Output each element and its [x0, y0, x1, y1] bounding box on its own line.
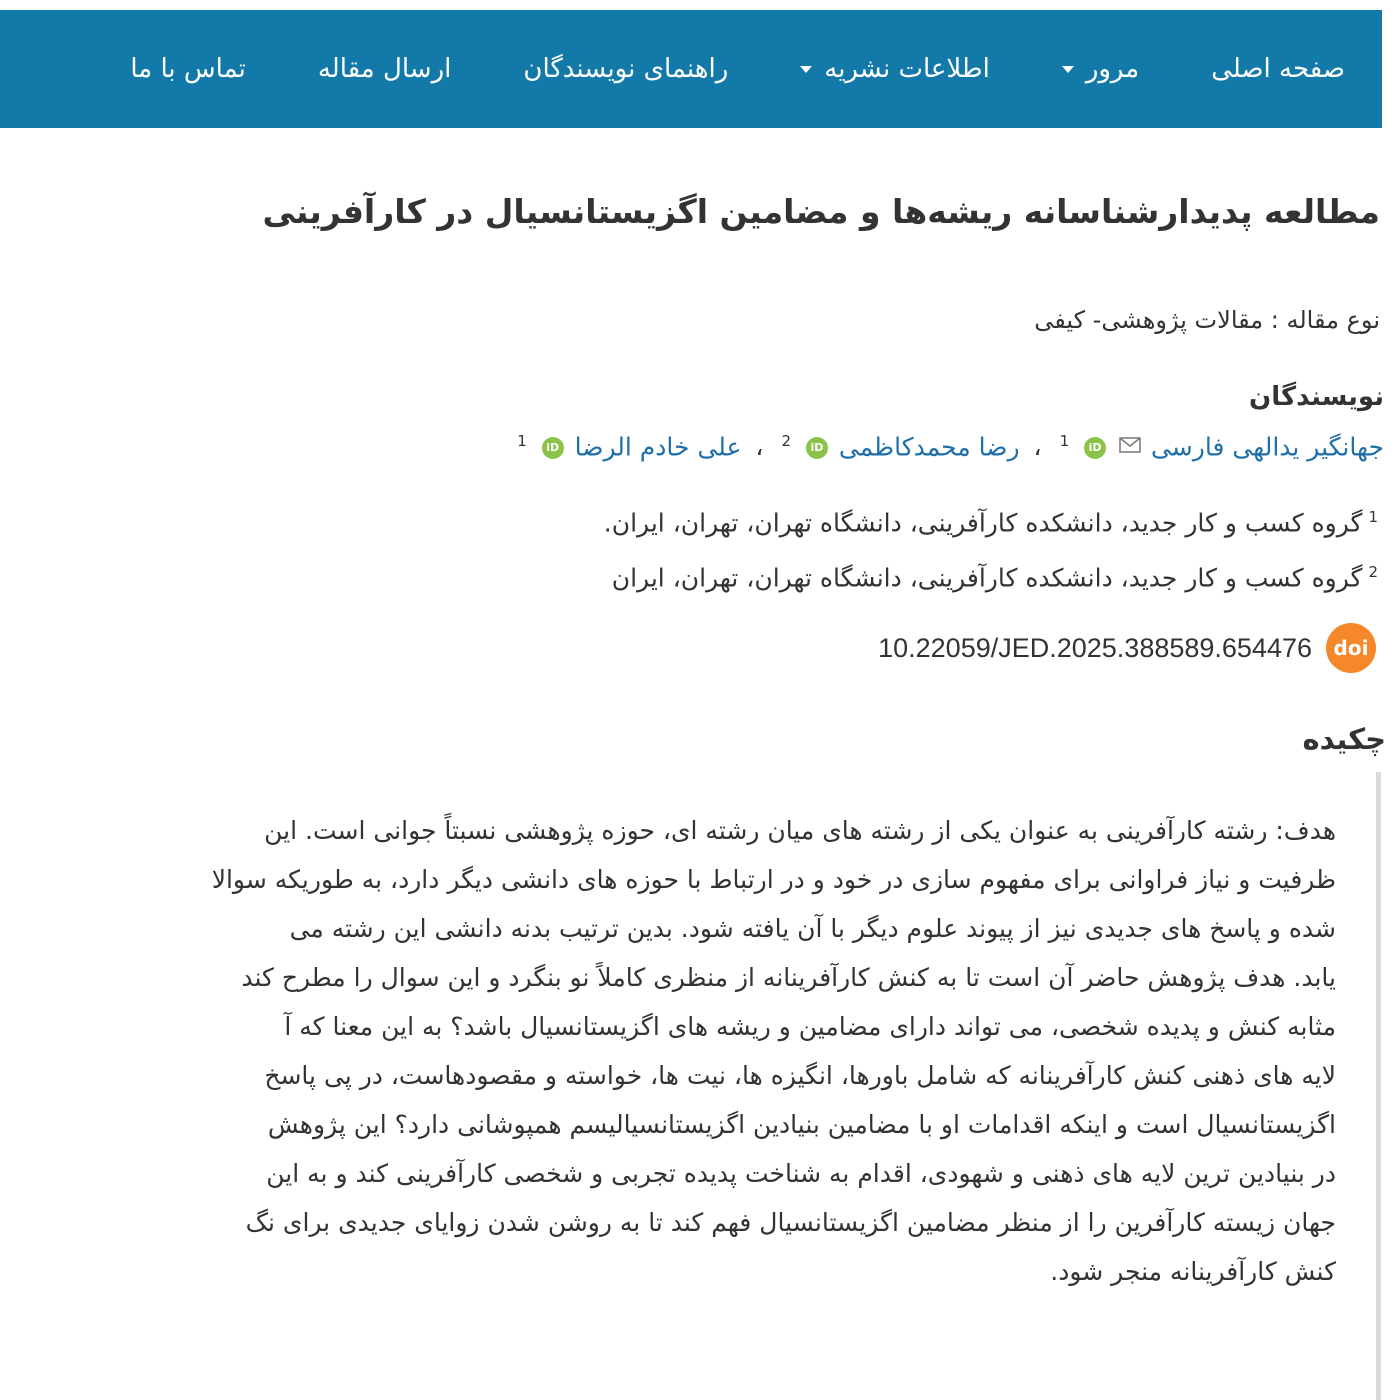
nav-item-submit-article[interactable] [318, 54, 452, 84]
nav-item-author-guide[interactable] [523, 54, 728, 84]
affiliation-item [280, 563, 1380, 592]
nav-item-journal-info[interactable] [800, 54, 990, 84]
author-link[interactable]: علی خادم الرضا [574, 432, 742, 462]
author-separator: ، [1033, 432, 1042, 462]
nav-item-label: اطلاعات نشریه [824, 54, 990, 84]
caret-down-icon [800, 66, 812, 73]
abstract-text [0, 806, 1336, 1296]
nav-item-label: ارسال مقاله [317, 54, 452, 84]
mail-icon[interactable] [1119, 437, 1141, 453]
author-link[interactable]: جهانگیر یدالهی فارسی [1150, 432, 1384, 462]
abstract-line: مثابه کنش و پدیده شخصی، می تواند دارای مضامین و ریشه های اگزیستانسیال باشد؟ به این معنا که آ [284, 1012, 1336, 1041]
orcid-icon[interactable]: iD [542, 437, 564, 459]
abstract-heading: چکیده [1302, 722, 1386, 756]
affiliation-text: گروه کسب و کار جدید، دانشکده کارآفرینی، دانشگاه تهران، تهران، ایران. [603, 508, 1363, 538]
abstract-line: در بنیادین ترین لایه های ذهنی و شهودی، اقدام به شناخت پدیده تجربی و شخصی کارآفرینی کند و به این [266, 1159, 1336, 1188]
affiliation-number: 2 [781, 432, 791, 450]
abstract-line: کنش کارآفرینانه منجر شود. [1050, 1257, 1336, 1286]
nav-item-home[interactable] [1211, 54, 1345, 84]
nav-item-contact[interactable] [130, 54, 245, 84]
caret-down-icon [1062, 66, 1074, 73]
nav-item-label: راهنمای نویسندگان [523, 54, 729, 84]
nav-item-label: مرور [1085, 54, 1140, 84]
affiliation-text: گروه کسب و کار جدید، دانشکده کارآفرینی، دانشگاه تهران، تهران، ایران [611, 563, 1363, 593]
nav-menu [58, 10, 1382, 128]
affiliation-item [280, 508, 1380, 537]
orcid-icon[interactable]: iD [1084, 437, 1106, 459]
affiliation-number: 1 [1368, 508, 1378, 526]
nav-item-browse[interactable] [1062, 54, 1139, 84]
nav-item-label: تماس با ما [130, 54, 246, 84]
authors-list [284, 432, 1384, 461]
abstract-line: یابد. هدف پژوهش حاضر آن است تا به کنش کارآفرینانه از منظری کاملاً نو بنگرد و این سوال را مطرح کند [241, 963, 1336, 992]
abstract-line: جهان زیسته کارآفرین را از منظر مضامین اگزیستانسیال فهم کند تا به روشن شدن زوایای جدیدی برای نگ [245, 1208, 1336, 1237]
affiliation-number: 1 [517, 432, 527, 450]
orcid-icon[interactable]: iD [806, 437, 828, 459]
affiliation-number: 2 [1368, 563, 1378, 581]
doi-link[interactable]: 10.22059/JED.2025.388589.654476 [878, 632, 1312, 663]
affiliation-number: 1 [1059, 432, 1070, 450]
author-separator: ، [755, 432, 764, 462]
doi-icon: doi [1326, 623, 1376, 673]
article-title: مطالعه پدیدارشناسانه ریشه‌ها و مضامین اگزیستانسیال در کارآفرینی [262, 192, 1380, 231]
author-link[interactable]: رضا محمدکاظمی [838, 432, 1020, 462]
main-navbar [0, 10, 1382, 128]
abstract-line: هدف: رشته کارآفرینی به عنوان یکی از رشته های میان رشته ای، حوزه پژوهشی نسبتاً جوانی است. این [264, 816, 1336, 845]
abstract-line: شده و پاسخ های جدیدی نیز از پیوند علوم دیگر با آن یافته شود. بدین ترتیب بدنه دانشی این رشته می [289, 914, 1336, 943]
abstract-line: لایه های ذهنی کنش کارآفرینانه که شامل باورها، انگیزه ها، نیت ها، خواسته و مقصودهاست، در پی پاسخ [264, 1061, 1336, 1090]
nav-item-label: صفحه اصلی [1211, 54, 1345, 84]
abstract-line: اگزیستانسیال است و اینکه اقدامات او با مضامین بنیادین اگزیستانسیالیسم همپوشانی دارد؟ این پژوهش [267, 1110, 1336, 1139]
authors-heading: نویسندگان [1249, 382, 1384, 412]
article-type: نوع مقاله : مقالات پژوهشی- کیفی [1034, 306, 1380, 334]
abstract-line: ظرفیت و نیاز فراوانی برای مفهوم سازی در خود و در ارتباط با حوزه های دانشی دیگر دارد، به طوریکه سوالا [211, 865, 1336, 894]
doi-row [878, 622, 1376, 674]
abstract-panel [0, 772, 1381, 1400]
